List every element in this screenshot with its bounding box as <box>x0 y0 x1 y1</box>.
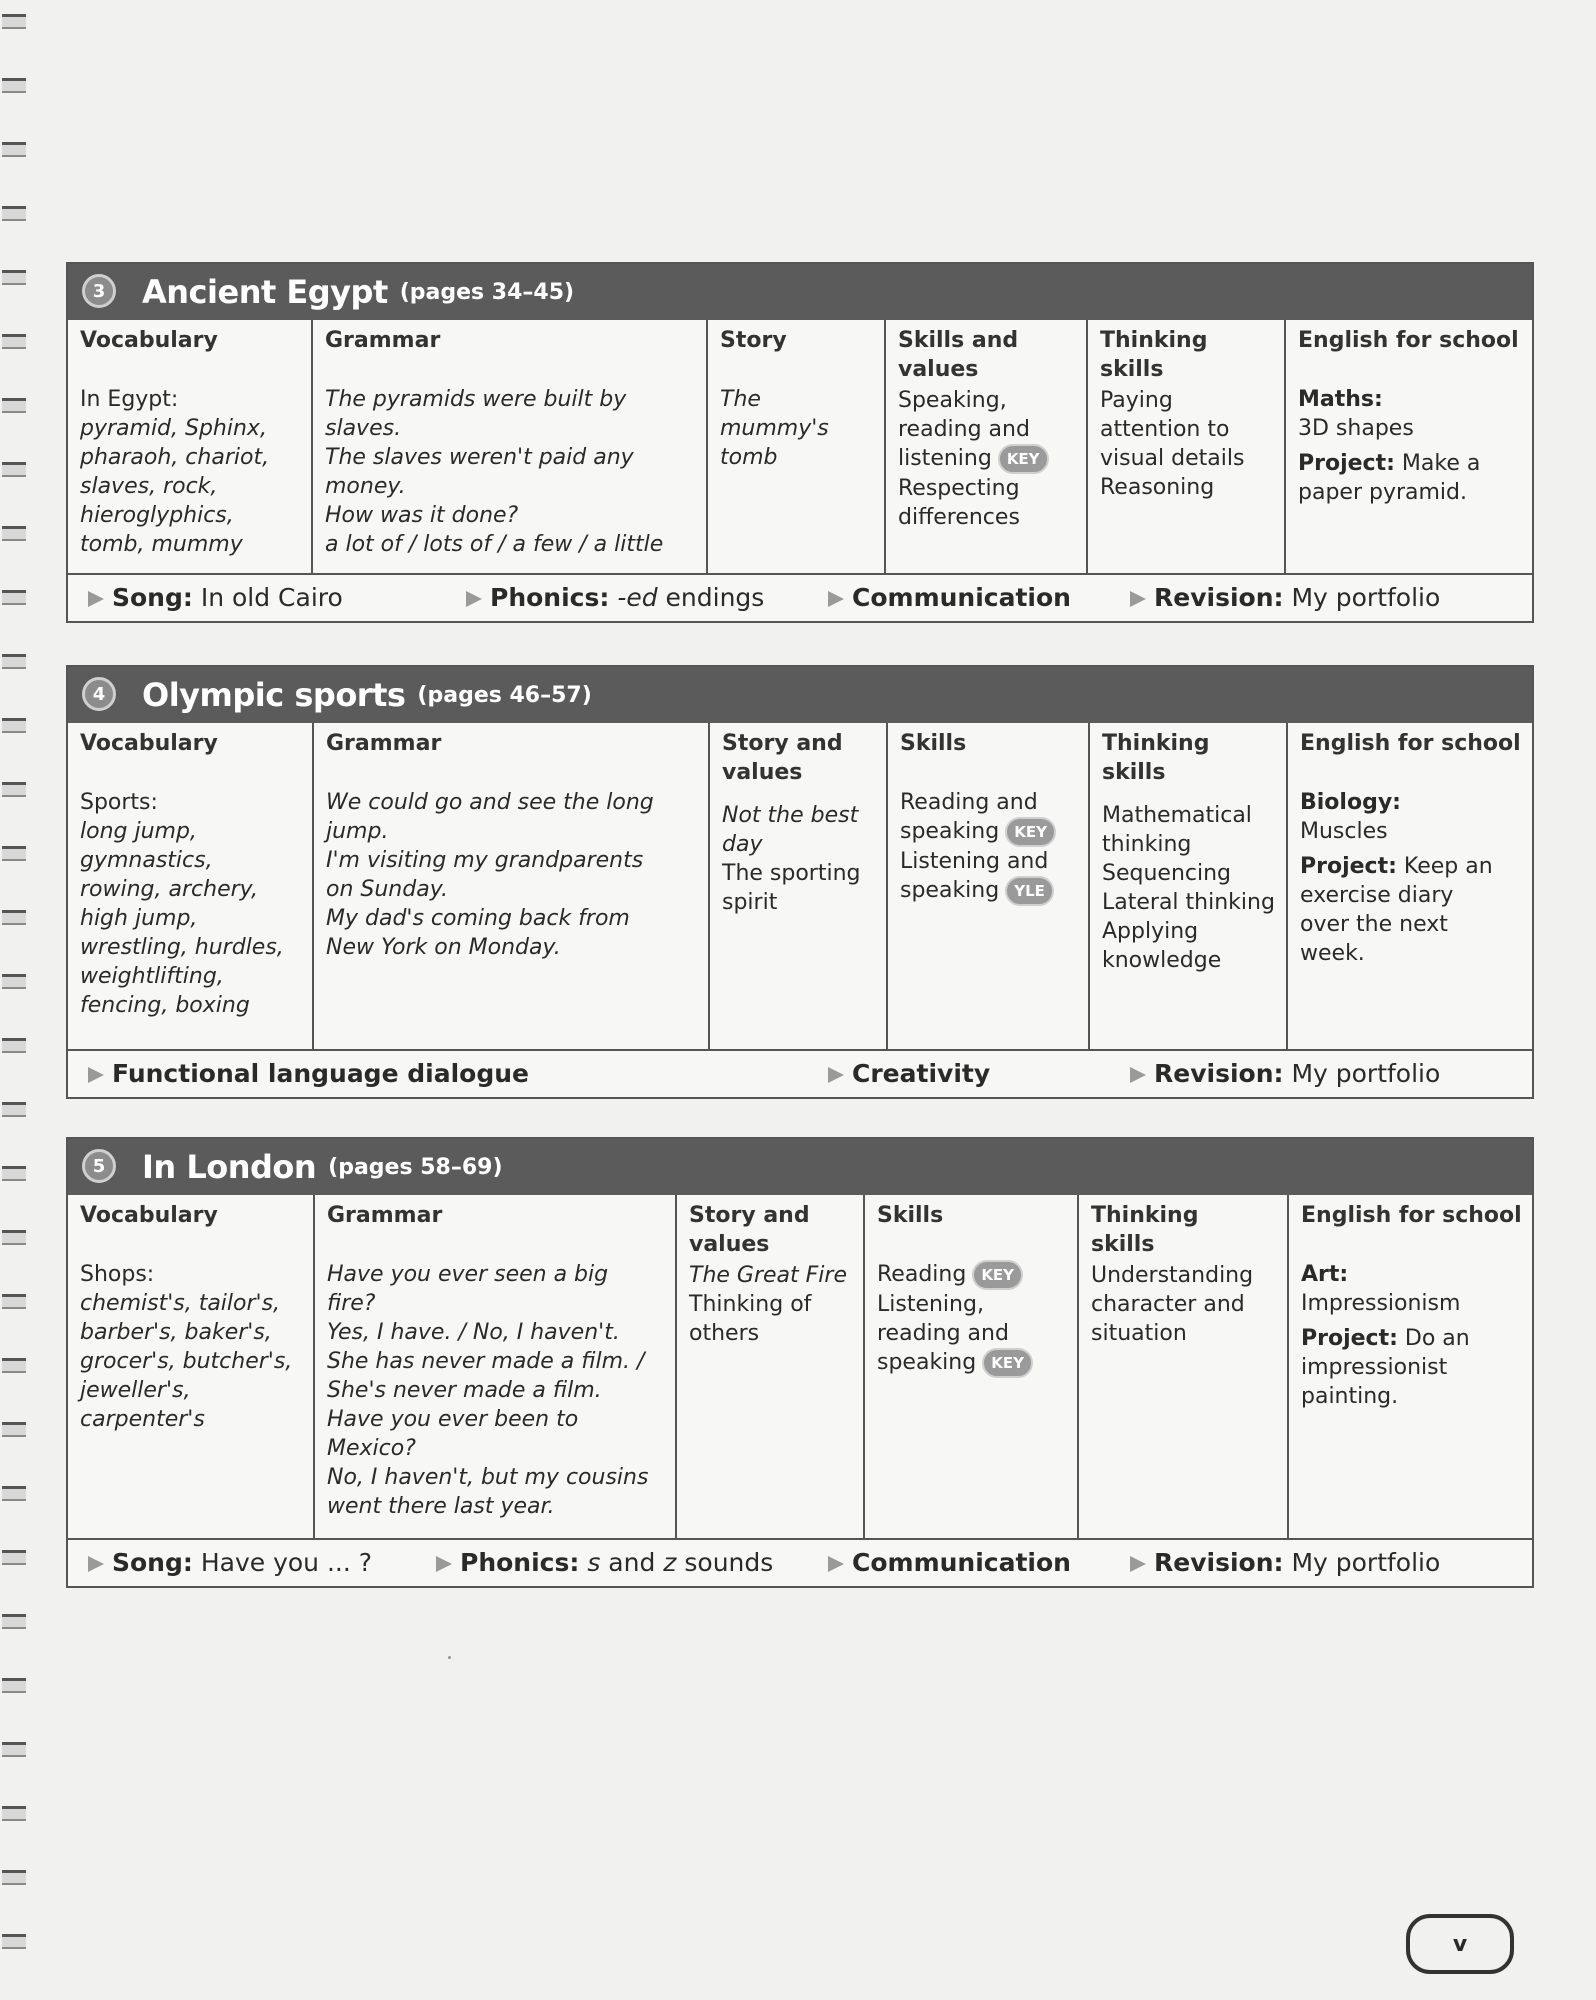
skills-line: Listening and <box>900 849 1049 874</box>
column-heading: Grammar <box>326 731 442 756</box>
footer-revision: Revision: My portfolio <box>1130 1548 1440 1577</box>
skills-cell <box>864 1195 1078 1538</box>
key-badge: KEY <box>982 1348 1033 1378</box>
project-value: Keep an exercise diary over the next week. <box>1300 854 1493 966</box>
unit-title: In London <box>142 1148 317 1186</box>
unit-footer <box>68 1049 1532 1097</box>
binding-hole <box>2 718 26 733</box>
page-number: v <box>1406 1914 1514 1974</box>
footer-song: Song: In old Cairo <box>88 583 343 612</box>
footer-communication: Communication <box>828 583 1071 612</box>
vocabulary-intro: In Egypt: <box>80 387 179 412</box>
english-cell <box>1285 320 1532 573</box>
skills-cell <box>887 723 1089 1049</box>
grammar-cell <box>312 320 707 573</box>
project-value: Make a paper pyramid. <box>1298 451 1481 505</box>
unit-number-badge: 4 <box>82 677 116 711</box>
binding-hole <box>2 398 26 413</box>
unit-header <box>68 1139 1532 1195</box>
grammar-items: We could go and see the long jump. I'm visiting my grandparents on Sunday. My dad's coming back from New York on Monday. <box>326 790 654 960</box>
unit-4-panel <box>66 665 1534 1099</box>
unit-title: Olympic sports <box>142 676 406 714</box>
subject-value: 3D shapes <box>1298 416 1414 441</box>
binding-hole <box>2 1294 26 1309</box>
vocabulary-intro: Shops: <box>80 1262 155 1287</box>
story-value: Thinking of others <box>689 1292 812 1346</box>
binding-hole <box>2 1806 26 1821</box>
project-label: Project: <box>1300 854 1397 879</box>
unit-number-badge: 3 <box>82 274 116 308</box>
column-heading: Vocabulary <box>80 328 218 353</box>
skills-line: Respecting differences <box>898 476 1020 530</box>
skills-cell <box>885 320 1087 573</box>
skills-line: listening <box>898 446 992 471</box>
subject-value: Impressionism <box>1301 1291 1461 1316</box>
spiral-binding <box>0 0 30 2000</box>
subject-value: Muscles <box>1300 819 1388 844</box>
unit-pages: (pages 46–57) <box>417 682 592 708</box>
grammar-cell <box>313 723 709 1049</box>
binding-hole <box>2 846 26 861</box>
column-heading: Story and values <box>722 731 843 785</box>
project-value: Do an impressionist painting. <box>1301 1326 1470 1409</box>
binding-hole <box>2 1486 26 1501</box>
unit-header <box>68 667 1532 723</box>
story-cell <box>707 320 885 573</box>
column-heading: Grammar <box>325 328 441 353</box>
unit-header <box>68 264 1532 320</box>
column-heading: Thinking skills <box>1091 1203 1199 1257</box>
vocabulary-cell <box>68 723 313 1049</box>
english-cell <box>1288 1195 1532 1538</box>
key-badge: KEY <box>998 444 1049 474</box>
story-title: The Great Fire <box>689 1263 847 1288</box>
binding-hole <box>2 1934 26 1949</box>
thinking-items: Mathematical thinking Sequencing Lateral thinking Applying knowledge <box>1102 803 1275 973</box>
skills-line: speaking <box>900 819 1000 844</box>
column-heading: Skills and values <box>898 328 1019 382</box>
footer-revision: Revision: My portfolio <box>1130 583 1440 612</box>
thinking-cell <box>1078 1195 1288 1538</box>
unit-table <box>68 1195 1532 1538</box>
unit-3-panel <box>66 262 1534 623</box>
column-heading: Thinking skills <box>1102 731 1210 785</box>
paper-speck <box>448 1656 451 1659</box>
vocabulary-items: pyramid, Sphinx, pharaoh, chariot, slaves, rock, hieroglyphics, tomb, mummy <box>80 416 270 557</box>
column-heading: Story <box>720 328 787 353</box>
story-value: The sporting spirit <box>722 861 861 915</box>
skills-line: Reading and <box>900 790 1038 815</box>
unit-footer <box>68 573 1532 621</box>
skills-line: speaking <box>877 1350 977 1375</box>
unit-table <box>68 723 1532 1049</box>
vocabulary-items: chemist's, tailor's, barber's, baker's, grocer's, butcher's, jeweller's, carpenter's <box>80 1291 293 1432</box>
binding-hole <box>2 1038 26 1053</box>
subject-label: Art: <box>1301 1262 1349 1287</box>
skills-line: Reading <box>877 1262 967 1287</box>
binding-hole <box>2 78 26 93</box>
project-label: Project: <box>1301 1326 1398 1351</box>
binding-hole <box>2 782 26 797</box>
binding-hole <box>2 270 26 285</box>
column-heading: Vocabulary <box>80 1203 218 1228</box>
binding-hole <box>2 1870 26 1885</box>
vocabulary-cell <box>68 320 312 573</box>
vocabulary-cell <box>68 1195 314 1538</box>
column-heading: Story and values <box>689 1203 810 1257</box>
column-heading: Skills <box>900 731 967 756</box>
binding-hole <box>2 910 26 925</box>
binding-hole <box>2 1422 26 1437</box>
binding-hole <box>2 1742 26 1757</box>
binding-hole <box>2 1166 26 1181</box>
binding-hole <box>2 142 26 157</box>
column-heading: Skills <box>877 1203 944 1228</box>
grammar-cell <box>314 1195 676 1538</box>
footer-phonics: Phonics: -ed endings <box>466 583 764 612</box>
binding-hole <box>2 1102 26 1117</box>
column-heading: Grammar <box>327 1203 443 1228</box>
story-items: The mummy's tomb <box>720 387 829 470</box>
binding-hole <box>2 1230 26 1245</box>
subject-label: Biology: <box>1300 790 1401 815</box>
footer-phonics: Phonics: s and z sounds <box>436 1548 773 1577</box>
footer-song: Song: Have you ... ? <box>88 1548 372 1577</box>
skills-line: Listening, reading and <box>877 1292 1009 1346</box>
binding-hole <box>2 14 26 29</box>
binding-hole <box>2 590 26 605</box>
grammar-items: Have you ever seen a big fire? Yes, I have. / No, I haven't. She has never made a film. / She's never made a film. Have you ever been to Mexico? No, I haven't, but my cousins went there last year. <box>327 1262 649 1519</box>
binding-hole <box>2 974 26 989</box>
binding-hole <box>2 206 26 221</box>
subject-label: Maths: <box>1298 387 1383 412</box>
english-cell <box>1287 723 1532 1049</box>
binding-hole <box>2 654 26 669</box>
binding-hole <box>2 334 26 349</box>
key-badge: KEY <box>1005 817 1056 847</box>
thinking-items: Understanding character and situation <box>1091 1263 1254 1346</box>
column-heading: Vocabulary <box>80 731 218 756</box>
unit-number-badge: 5 <box>82 1149 116 1183</box>
unit-footer <box>68 1538 1532 1586</box>
unit-pages: (pages 58–69) <box>328 1154 503 1180</box>
unit-pages: (pages 34–45) <box>399 279 575 305</box>
footer-communication: Communication <box>828 1548 1071 1577</box>
thinking-items: Paying attention to visual details Reasoning <box>1100 388 1245 500</box>
column-heading: English for school <box>1301 1203 1522 1228</box>
skills-line: Speaking, reading and <box>898 388 1030 442</box>
binding-hole <box>2 526 26 541</box>
unit-5-panel <box>66 1137 1534 1588</box>
story-title: Not the best day <box>722 803 859 857</box>
binding-hole <box>2 462 26 477</box>
vocabulary-intro: Sports: <box>80 790 158 815</box>
key-badge: KEY <box>972 1260 1023 1290</box>
footer-revision: Revision: My portfolio <box>1130 1059 1440 1088</box>
column-heading: English for school <box>1298 328 1519 353</box>
footer-functional-language: Functional language dialogue <box>88 1059 529 1088</box>
story-cell <box>709 723 887 1049</box>
binding-hole <box>2 1358 26 1373</box>
vocabulary-items: long jump, gymnastics, rowing, archery, high jump, wrestling, hurdles, weightlifting, fencing, boxing <box>80 819 284 1018</box>
story-cell <box>676 1195 864 1538</box>
column-heading: English for school <box>1300 731 1521 756</box>
binding-hole <box>2 1550 26 1565</box>
thinking-cell <box>1087 320 1285 573</box>
yle-badge: YLE <box>1005 876 1054 906</box>
project-label: Project: <box>1298 451 1395 476</box>
thinking-cell <box>1089 723 1287 1049</box>
binding-hole <box>2 1614 26 1629</box>
unit-title: Ancient Egypt <box>142 273 388 311</box>
skills-line: speaking <box>900 878 1000 903</box>
unit-table <box>68 320 1532 573</box>
column-heading: Thinking skills <box>1100 328 1208 382</box>
binding-hole <box>2 1678 26 1693</box>
footer-creativity: Creativity <box>828 1059 990 1088</box>
grammar-items: The pyramids were built by slaves. The slaves weren't paid any money. How was it done? a lot of / lots of / a few / a little <box>325 387 664 557</box>
